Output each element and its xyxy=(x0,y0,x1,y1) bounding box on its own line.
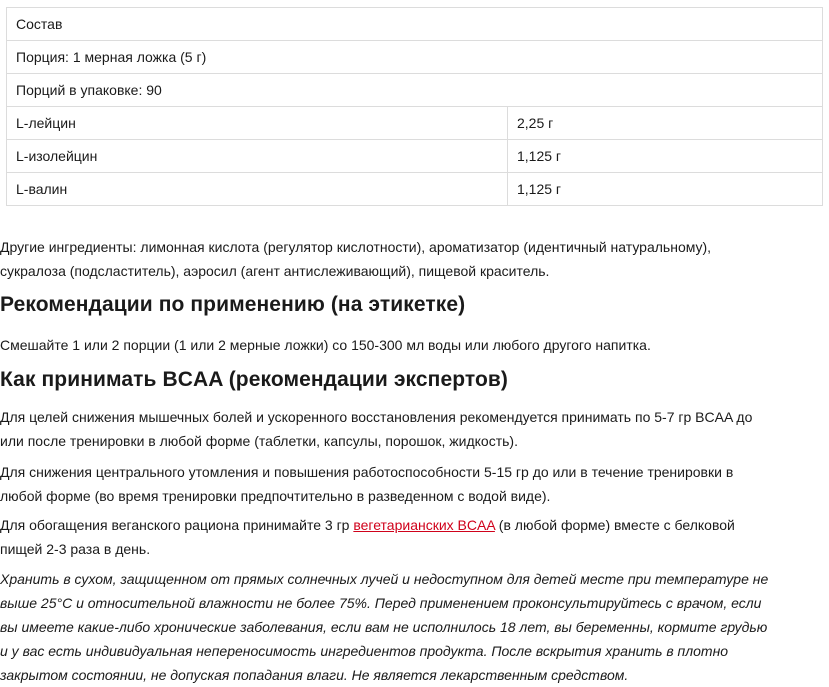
other-ingredients-line: сукралоза (подсластитель), аэросил (агент антислеживающий), пищевой краситель. xyxy=(0,263,550,279)
ingredient-amount-cell: 1,125 г xyxy=(508,140,823,173)
recovery-line: или после тренировки в любой форме (таблетки, капсулы, порошок, жидкость). xyxy=(0,433,518,449)
fatigue-line: Для снижения центрального утомления и повышения работоспособности 5-15 гр до или в течение тренировки в xyxy=(0,464,734,480)
ingredient-name-cell: L-лейцин xyxy=(7,107,508,140)
ingredient-name-cell: L-изолейцин xyxy=(7,140,508,173)
storage-line: и у вас есть индивидуальная непереносимость ингредиентов продукта. После вскрытия хранить в плотно xyxy=(0,643,729,659)
other-ingredients-line: Другие ингредиенты: лимонная кислота (регулятор кислотности), ароматизатор (идентичный натуральному), xyxy=(0,239,712,255)
composition-header-cell: Состав xyxy=(7,8,823,41)
recovery-paragraph xyxy=(0,405,752,453)
storage-line: вы имеете какие-либо хронические заболевания, если вам не исполнилось 18 лет, вы беременны, кормите грудью xyxy=(0,619,768,635)
table-row xyxy=(7,173,823,206)
vegan-line: пищей 2-3 раза в день. xyxy=(0,541,151,557)
storage-paragraph xyxy=(0,567,768,687)
other-ingredients-paragraph xyxy=(0,235,711,283)
fatigue-line: любой форме (во время тренировки предпочтительно в разведенном с водой виде). xyxy=(0,488,551,504)
recommendations-paragraph xyxy=(0,333,651,357)
table-row xyxy=(7,8,823,41)
servings-per-pack-cell: Порций в упаковке: 90 xyxy=(7,74,823,107)
recovery-line: Для целей снижения мышечных болей и ускоренного восстановления рекомендуется принимать по 5-7 гр BCAA до xyxy=(0,409,753,425)
vegan-text-before: Для обогащения веганского рациона принимайте 3 гр xyxy=(0,517,354,533)
recommendations-heading: Рекомендации по применению (на этикетке) xyxy=(0,293,466,316)
vegan-text-after: (в любой форме) вместе с белковой xyxy=(494,517,735,533)
storage-line: закрытом состоянии, не допуская попадания влаги. Не является лекарственным средством. xyxy=(0,667,629,683)
serving-cell: Порция: 1 мерная ложка (5 г) xyxy=(7,41,823,74)
recommendations-text: Смешайте 1 или 2 порции (1 или 2 мерные ложки) со 150-300 мл воды или любого другого напитка. xyxy=(0,337,651,353)
storage-line: Хранить в сухом, защищенном от прямых солнечных лучей и недоступном для детей месте при температуре не xyxy=(0,571,769,587)
table-row xyxy=(7,41,823,74)
table-row xyxy=(7,74,823,107)
table-row xyxy=(7,107,823,140)
table-row xyxy=(7,140,823,173)
vegan-paragraph xyxy=(0,513,735,561)
ingredient-amount-cell: 2,25 г xyxy=(508,107,823,140)
vegan-line xyxy=(0,513,735,537)
fatigue-paragraph xyxy=(0,460,733,508)
ingredient-amount-cell: 1,125 г xyxy=(508,173,823,206)
vegetarian-bcaa-link[interactable]: вегетарианских BCAA xyxy=(353,517,495,533)
ingredient-name-cell: L-валин xyxy=(7,173,508,206)
composition-table xyxy=(6,7,823,206)
how-to-take-heading: Как принимать BCAA (рекомендации экспертов) xyxy=(0,368,509,391)
storage-line: выше 25°C и относительной влажности не более 75%. Перед применением проконсультируйтесь с врачом, если xyxy=(0,595,762,611)
